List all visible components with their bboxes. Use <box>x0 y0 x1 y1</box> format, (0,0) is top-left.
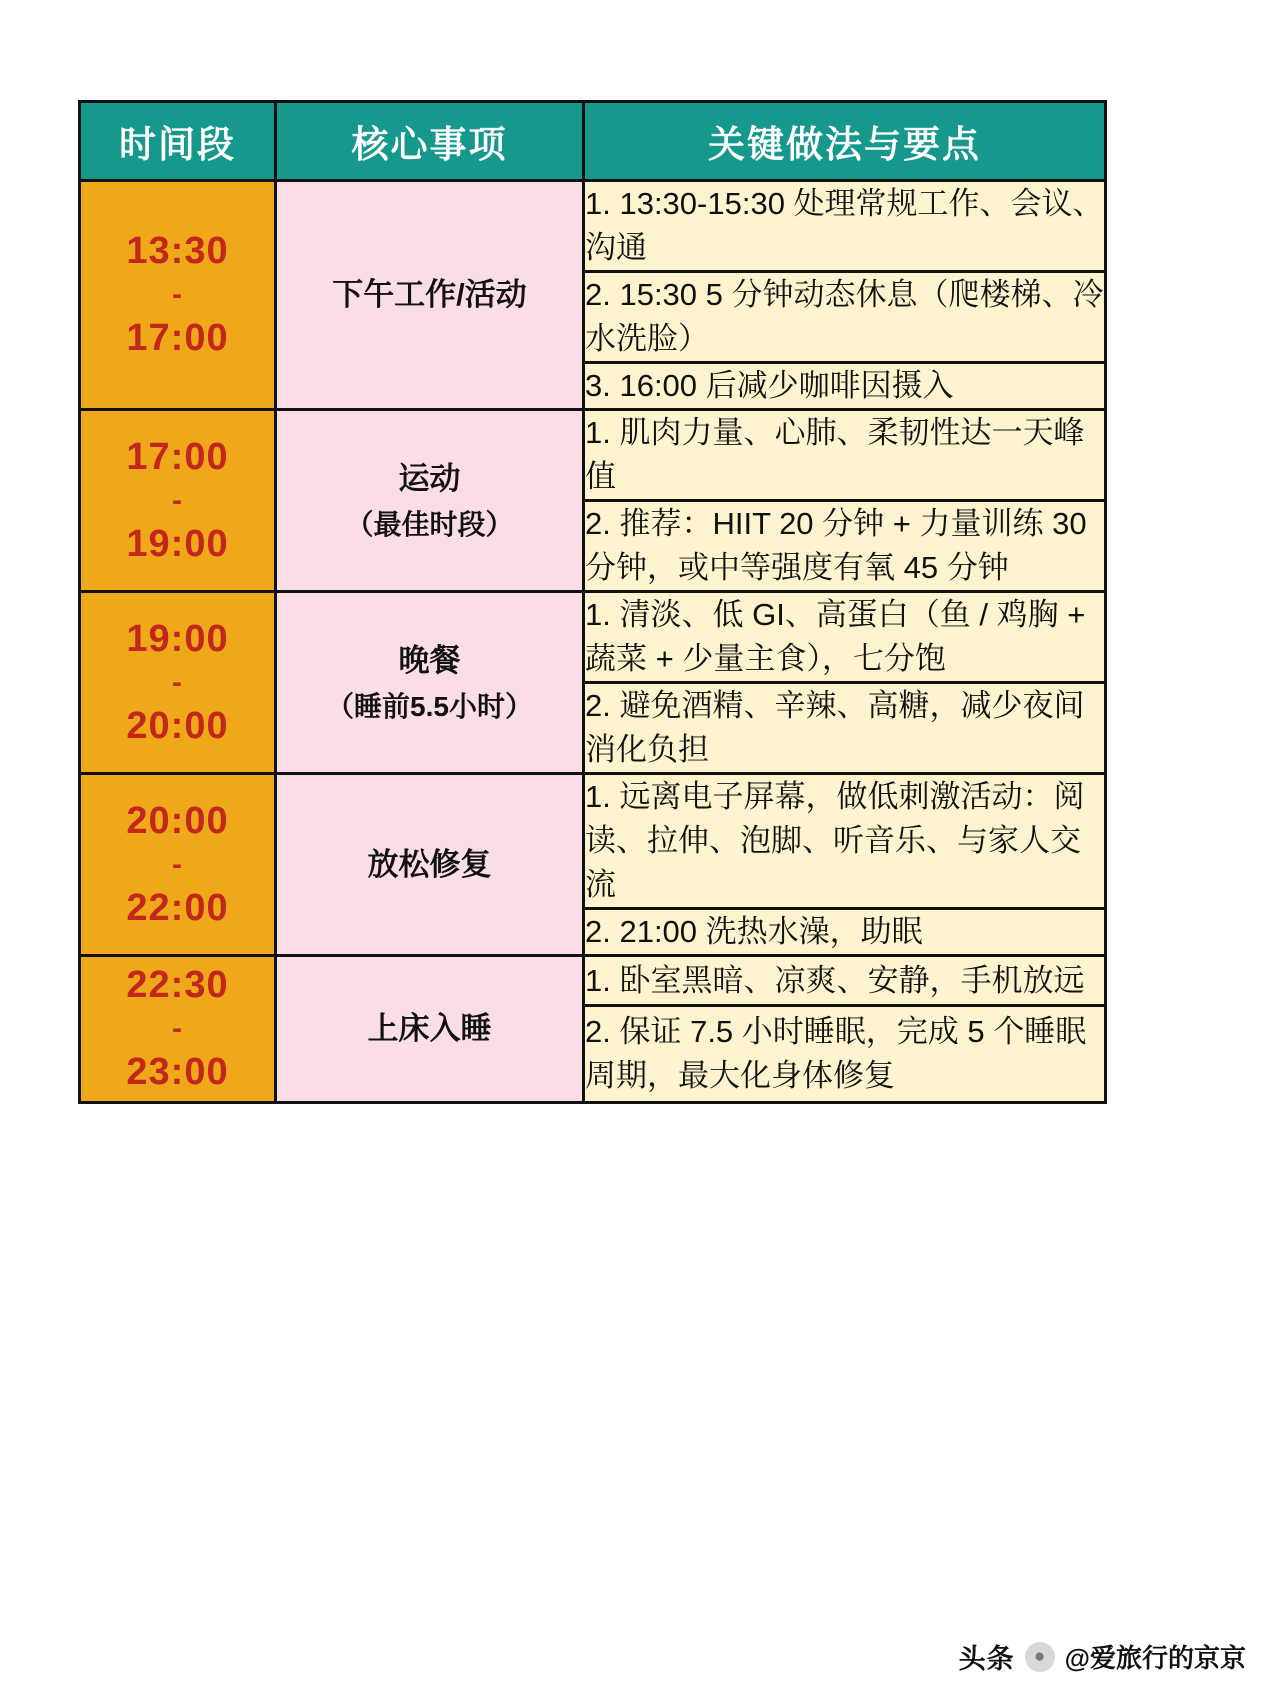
time-dash: - <box>172 1012 183 1046</box>
key-point-item: 1. 肌肉力量、心肺、柔韧性达一天峰值 <box>584 410 1106 501</box>
table-row <box>80 410 1106 501</box>
avatar: ● <box>1025 1642 1055 1672</box>
core-task-cell <box>276 592 584 774</box>
core-task-cell <box>276 774 584 956</box>
table-header <box>80 102 1106 181</box>
key-point-item: 1. 卧室黑暗、凉爽、安静，手机放远 <box>584 956 1106 1006</box>
time-start: 13:30 <box>126 230 229 273</box>
key-point-item: 1. 13:30-15:30 处理常规工作、会议、沟通 <box>584 181 1106 272</box>
core-task-label: 上床入睡 <box>367 1011 492 1047</box>
table-body <box>80 181 1106 1103</box>
time-end: 19:00 <box>126 522 229 565</box>
core-task-sublabel: （睡前5.5小时） <box>326 691 533 722</box>
core-task-label: 晚餐 <box>398 642 461 678</box>
column-header-time: 时间段 <box>80 102 276 181</box>
table-row <box>80 181 1106 272</box>
time-start: 17:00 <box>126 435 229 478</box>
time-start: 20:00 <box>126 799 229 842</box>
time-start: 19:00 <box>126 617 229 660</box>
time-end: 20:00 <box>126 704 229 747</box>
time-dash: - <box>172 278 183 312</box>
core-task-cell <box>276 956 584 1103</box>
schedule-sheet <box>78 100 1104 1104</box>
core-task-label: 下午工作/活动 <box>332 277 527 313</box>
time-start: 22:30 <box>126 964 229 1007</box>
key-point-item: 3. 16:00 后减少咖啡因摄入 <box>584 363 1106 410</box>
platform-label: 头条 <box>958 1644 1015 1674</box>
time-range-cell <box>80 774 276 956</box>
column-header-points: 关键做法与要点 <box>584 102 1106 181</box>
time-range-cell <box>80 956 276 1103</box>
author-handle: @爱旅行的京京 <box>1064 1643 1246 1673</box>
time-end: 17:00 <box>126 317 229 360</box>
key-point-item: 2. 避免酒精、辛辣、高糖，减少夜间消化负担 <box>584 683 1106 774</box>
time-end: 23:00 <box>126 1051 229 1094</box>
time-dash: - <box>172 665 183 699</box>
table-row <box>80 956 1106 1006</box>
key-point-item: 1. 远离电子屏幕，做低刺激活动：阅读、拉伸、泡脚、听音乐、与家人交流 <box>584 774 1106 909</box>
time-dash: - <box>172 483 183 517</box>
column-header-core: 核心事项 <box>276 102 584 181</box>
key-point-item: 2. 21:00 洗热水澡，助眠 <box>584 909 1106 956</box>
key-point-item: 2. 推荐：HIIT 20 分钟 + 力量训练 30 分钟，或中等强度有氧 45 分钟 <box>584 501 1106 592</box>
time-end: 22:00 <box>126 886 229 929</box>
table-row <box>80 774 1106 909</box>
core-task-sublabel: （最佳时段） <box>345 508 514 540</box>
core-task-cell <box>276 410 584 592</box>
key-point-item: 1. 清淡、低 GI、高蛋白（鱼 / 鸡胸 + 蔬菜 + 少量主食），七分饱 <box>584 592 1106 683</box>
time-dash: - <box>172 847 183 881</box>
core-task-cell <box>276 181 584 410</box>
time-range-cell <box>80 592 276 774</box>
core-task-label: 运动 <box>398 460 461 496</box>
time-range-cell <box>80 181 276 410</box>
key-point-item: 2. 15:30 5 分钟动态休息（爬楼梯、冷水洗脸） <box>584 272 1106 363</box>
core-task-label: 放松修复 <box>367 846 492 882</box>
table-header-row <box>80 102 1106 181</box>
time-range-cell <box>80 410 276 592</box>
watermark-footer <box>959 1637 1246 1676</box>
key-point-item: 2. 保证 7.5 小时睡眠，完成 5 个睡眠周期，最大化身体修复 <box>584 1006 1106 1103</box>
daily-schedule-table <box>78 100 1107 1104</box>
table-row <box>80 592 1106 683</box>
